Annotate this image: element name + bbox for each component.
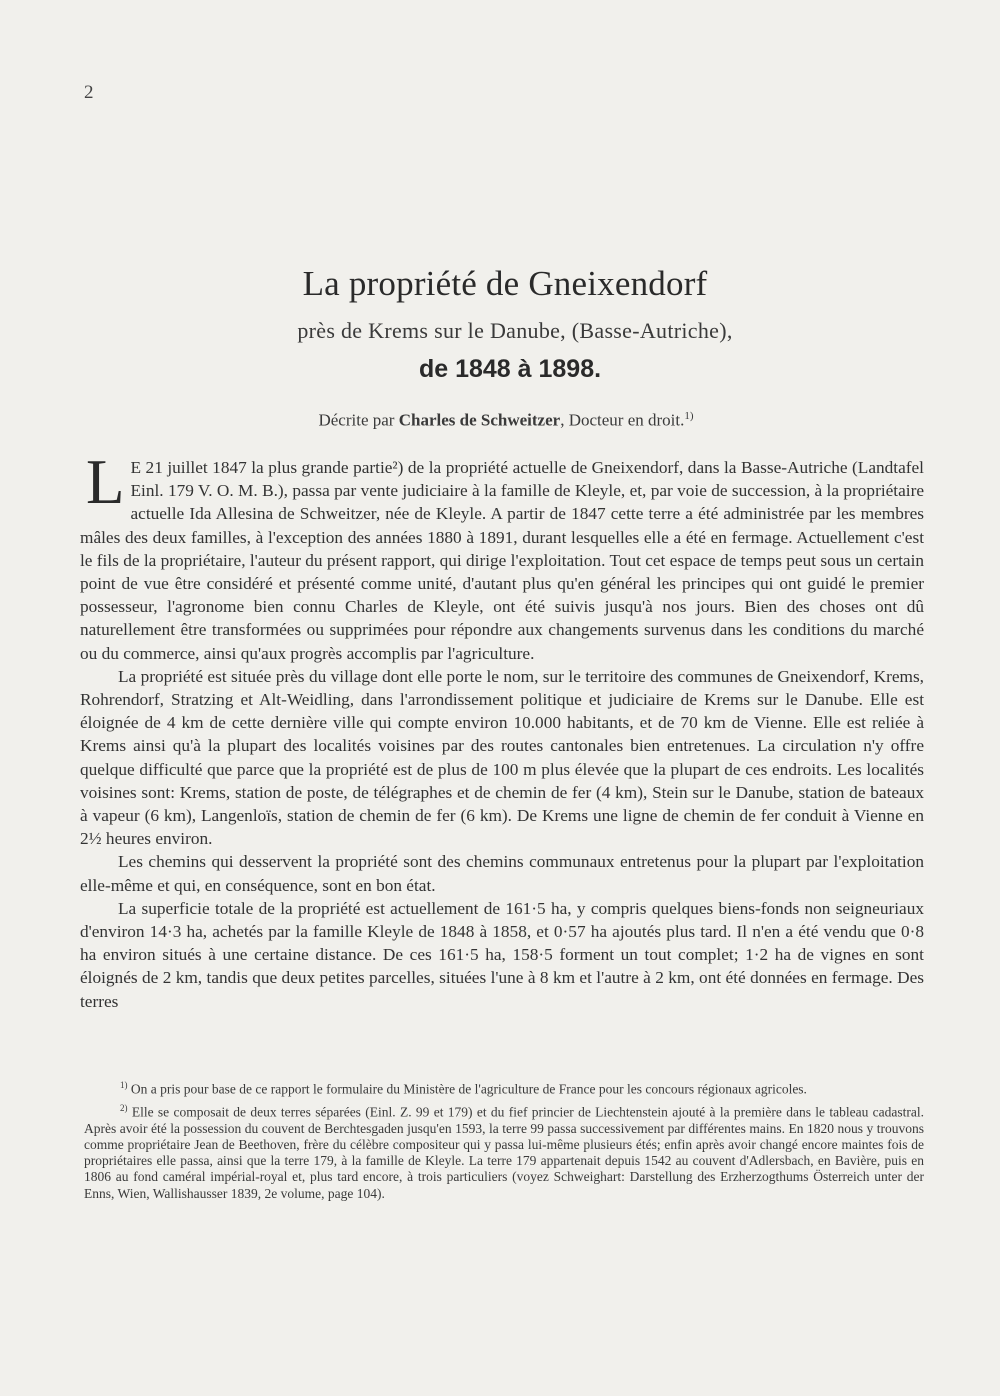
author-name: Charles de Schweitzer [398,410,561,430]
paragraph-1-text: E 21 juillet 1847 la plus grande partie²) de la propriété actuelle de Gneixendorf, dans la Basse-Autriche (Landtafel Einl. 179 V. O. M. B.), passa par vente judiciaire à la famille de Kleyle, et, par voie de succession, à la propriétaire actuelle Ida Allesina de Schweitzer, née de Kleyle. A partir de 1847 cette terre a été administrée par les membres mâles des deux familles, à l'exception des années 1880 à 1891, durant lesquelles elle a été en fermage. Actuellement c'est le fils de la propriétaire, l'auteur du présent rapport, qui dirige l'exploitation. Tout cet espace de temps peut sous un certain point de vue être considéré et présenté comme unité, d'autant plus qu'en général les principes qui ont guidé le premier possesseur, l'agronome bien connu Charles de Kleyle, ont été suivis jusqu'à nos jours. Bien des choses ont dû naturellement être transformées ou supprimées pour répondre aux changements survenus dans les conditions du marché ou du commerce, ainsi qu'aux progrès accomplis par l'agriculture. [80,458,925,663]
paragraph-2: La propriété est située près du village dont elle porte le nom, sur le territoire des communes de Gneixendorf, Krems, Rohrendorf, Stratzing et Alt-Weidling, dans l'arrondissement politique et judiciaire de Krems sur le Danube. Elle est éloignée de 4 km de cette dernière ville qui compte environ 10.000 habitants, et de 70 km de Vienne. Elle est reliée à Krems ainsi qu'à la plupart des localités voisines par des routes cantonales bien entretenues. La circulation n'y offre quelque difficulté que parce que la propriété est de plus de 100 m plus élevée que la plupart de ces endroits. Les localités voisines sont: Krems, station de poste, de télégraphes et de chemin de fer (4 km), Stein sur le Danube, station de bateaux à vapeur (6 km), Langenloïs, station de chemin de fer (6 km). De Krems une ligne de chemin de fer conduit à Vienne en 2½ heures environ. [80,666,924,849]
paragraph-3: Les chemins qui desservent la propriété sont des chemins communaux entretenus pour la plupart par l'exploitation elle-même et qui, en conséquence, sont en bon état. [80,852,924,895]
footnote-1-mark: 1) [120,1080,128,1090]
footnote-1 [84,1077,924,1098]
page-number: 2 [84,82,94,103]
paragraph-4: La superficie totale de la propriété est actuellement de 161·5 ha, y compris quelques biens-fonds non seigneuriaux d'environ 14·3 ha, achetés par la famille Kleyle de 1848 à 1858, et 0·57 ha ajoutés plus tard. Il n'en a été vendu que 0·8 ha environ situés à une certaine distance. De ces 161·5 ha, 158·5 forment un tout complet; 1·2 ha de vignes en sont éloignés de 2 km, tandis que deux petites parcelles, situées l'une à 8 km et l'autre à 2 km, ont été données en fermage. Des terres [80,898,924,1011]
subtitle: près de Krems sur le Danube, (Basse-Autriche), [297,318,733,343]
footnote-ref: 1) [684,410,694,422]
date-range: de 1848 à 1898. [418,355,602,383]
footnotes [84,1077,924,1204]
footnote-2-mark: 2) [120,1102,128,1113]
article-body [80,447,925,1013]
paragraph-1 [80,447,925,665]
page-title: La propriété de Gneixendorf [302,264,708,303]
byline-prefix: Décrite par [318,410,399,430]
footnote-1-text: On a pris pour base de ce rapport le formulaire du Ministère de l'agriculture de France pour les concours régionaux agricoles. [130,1081,807,1097]
footnote-2-text: Elle se composait de deux terres séparées (Einl. Z. 99 et 179) et du fief princier de Liechtenstein ajouté à la première dans le tableau cadastral. Après avoir été la possession du couvent de Berchtesgaden jusqu'en 1593, la terre 99 passa successivement par différentes mains. En 1820 nous y trouvons comme propriétaire Jean de Beethoven, frère du célèbre compositeur qui y passa lui-même plusieurs étés; enfin après avoir changé encore maintes fois de propriétaires elle passa, ainsi que la terre 179, à la famille de Kleyle. La terre 179 appartenait depuis 1542 au couvent d'Adlersbach, en Bavière, puis en 1806 au fond caméral impérial-royal et, plus tard encore, à trois particuliers (voyez Schweighart: Darstellung des Erzherzogthums Österreich unter der Enns, Wien, Wallishausser 1839, 2e volume, page 104). [84,1104,924,1201]
byline [0,410,1000,431]
byline-suffix: , Docteur en droit. [560,410,685,430]
footnote-2 [84,1100,924,1202]
drop-cap: L [86,447,125,517]
